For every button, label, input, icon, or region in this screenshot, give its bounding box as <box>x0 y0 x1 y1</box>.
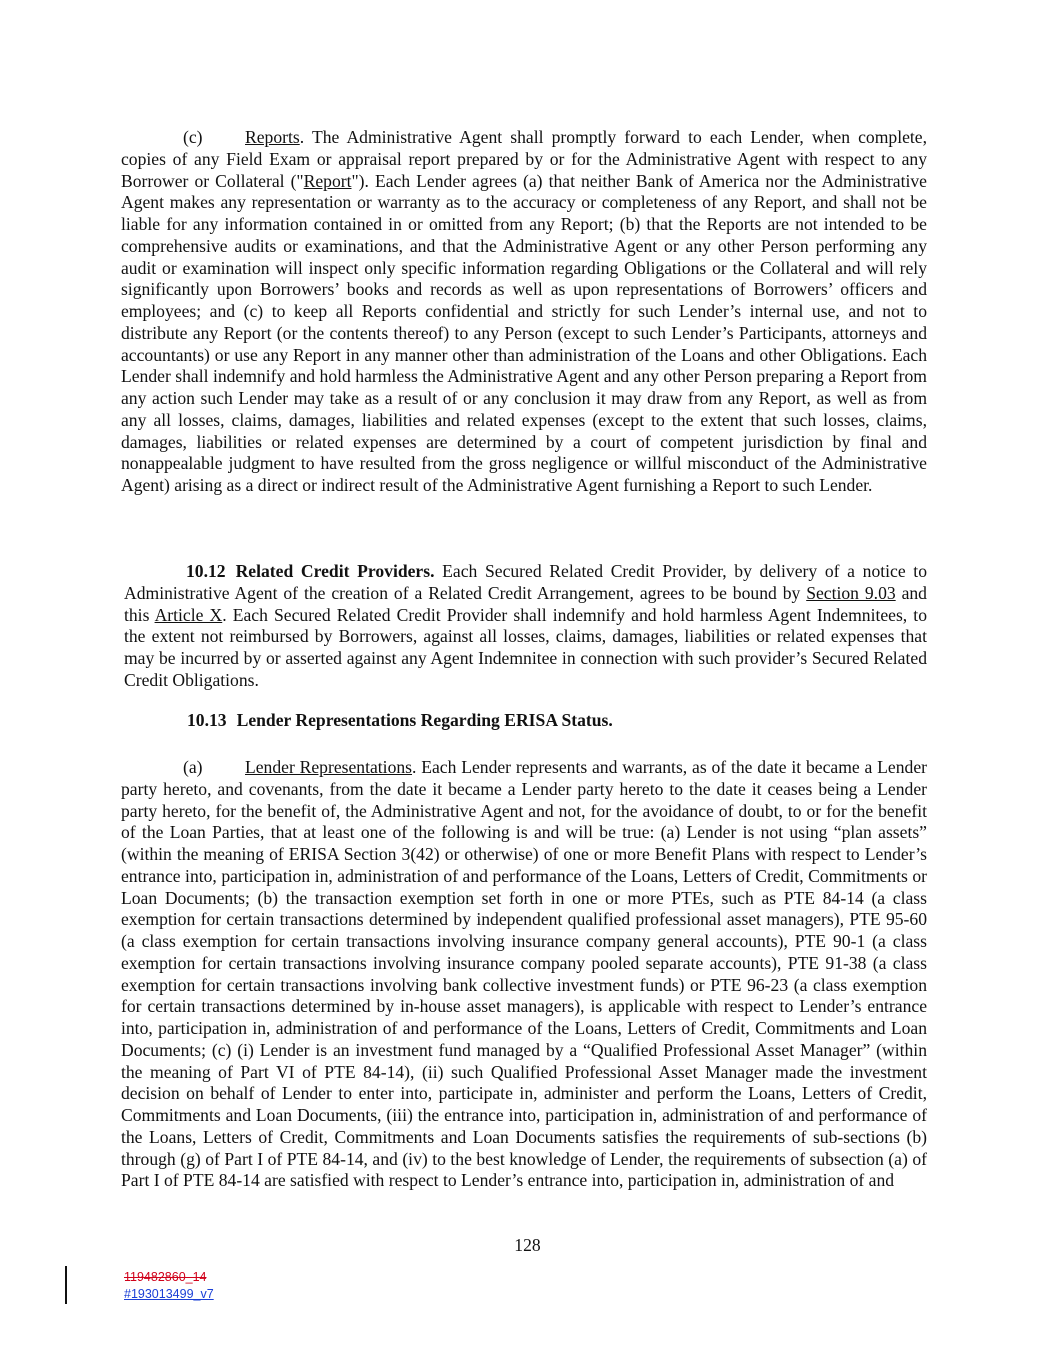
cross-reference: Article X <box>154 604 223 625</box>
section-title: Lender Representations Regarding ERISA Status. <box>236 710 613 730</box>
clause-text: . Each Lender represents and warrants, as of the date it became a Lender party hereto, and covenants, from the date it became a Lender party hereto to the date it ceases being a Lender party hereto, for the benefit of, the Administrative Agent and not, for the avoidance of doubt, to or for the benefit of the Loan Parties, that at least one of the following is and will be true: (a) Lender is not using “plan assets” (within the meaning of ERISA Section 3(42) or otherwise) of one or more Benefit Plans with respect to Lender’s entrance into, participation in, administration of and performance of the Loans, Letters of Credit, Commitments or Loan Documents; (b) the transaction exemption set forth in one or more PTEs, such as PTE 84-14 (a class exemption for certain transactions determined by independent qualified professional asset managers), PTE 95-60 (a class exemption for certain transactions involving insurance company general accounts), PTE 90-1 (a class exemption for certain transactions involving insurance company pooled separate accounts), PTE 91-38 (a class exemption for certain transactions involving bank collective investment funds) or PTE 96-23 (a class exemption for certain transactions determined by in-house asset managers), is applicable with respect to Lender’s entrance into, participation in, administration of and performance of the Loans, Letters of Credit, Commitments and Loan Documents; (c) (i) Lender is an investment fund managed by a “Qualified Professional Asset Manager” (within the meaning of Part VI of PTE 84-14), (ii) such Qualified Professional Asset Manager made the investment decision on behalf of Lender to enter into, participate in, administer and perform the Loans, Letters of Credit, Commitments and Loan Documents, (iii) the entrance into, participation in, administration of and performance of the Loans, Letters of Credit, Commitments and Loan Documents satisfies the requirements of sub-sections (b) through (g) of Part I of PTE 84-14, and (iv) to the best knowledge of Lender, the requirements of subsection (a) of Part I of PTE 84-14 are satisfied with respect to Lender’s entrance into, participation in, administration of and <box>121 757 927 1191</box>
paragraph-a-lender-representations <box>121 757 927 1192</box>
clause-label: (a) <box>183 757 203 777</box>
doc-id-deleted: 119482860_14 <box>124 1270 207 1284</box>
paragraph-c-reports <box>121 127 927 497</box>
section-number: 10.12 <box>186 561 226 581</box>
clause-text: "). Each Lender agrees (a) that neither Bank of America nor the Administrative Agent makes any representation or warranty as to the accuracy or completeness of any Report, and shall not be liable for any information contained in or omitted from any Report; (b) that the Reports are not intended to be comprehensive audits or examinations, and that the Administrative Agent or any other Person performing any audit or examination will inspect only specific information regarding Obligations or the Collateral and will rely significantly upon Borrowers’ books and records as well as upon representations of Borrowers’ officers and employees; and (c) to keep all Reports confidential and strictly for such Lender’s internal use, and not to distribute any Report (or the contents thereof) to any Person (except to such Lender’s Participants, attorneys and accountants) or use any Report in any manner other than administration of the Loans and other Obligations. Each Lender shall indemnify and hold harmless the Administrative Agent and any other Person preparing a Report from any action such Lender may take as a result of or any conclusion it may draw from any Report, as well as from any all losses, claims, damages, liabilities and related expenses (except to the extent that such losses, claims, damages, liabilities or related expenses are determined by a court of competent jurisdiction by final and nonappealable judgment to have resulted from the gross negligence or willful misconduct of the Administrative Agent) arising as a direct or indirect result of the Administrative Agent furnishing a Report to such Lender. <box>121 170 927 495</box>
clause-text: . The Administrative Agent shall promptly forward to each Lender, when complete, copies of any Field Exam or appraisal report prepared by or for the Administrative Agent with respect to any Borrower or Collateral (" <box>121 127 927 191</box>
section-10-12 <box>124 561 927 692</box>
page-number: 128 <box>514 1235 541 1255</box>
section-10-13-heading <box>187 710 927 732</box>
clause-heading: Reports <box>245 127 300 147</box>
section-text: and this <box>124 582 927 625</box>
cross-reference: Section 9.03 <box>806 582 896 603</box>
clause-heading: Lender Representations <box>245 757 413 777</box>
section-text: Each Secured Related Credit Provider, by delivery of a notice to Administrative Agent of the creation of a Related Credit Arrangement, agrees to be bound by <box>124 561 927 603</box>
defined-term: Report <box>303 170 352 191</box>
section-number: 10.13 <box>187 710 227 730</box>
clause-label: (c) <box>183 127 203 147</box>
section-title: Related Credit Providers. <box>235 561 435 581</box>
change-bar <box>65 1266 67 1304</box>
section-text: . Each Secured Related Credit Provider shall indemnify and hold harmless Agent Indemnitees, to the extent not reimbursed by Borrowers, against all losses, claims, damages, liabilities or related expenses that may be incurred by or asserted against any Agent Indemnitee in connection with such provider’s Secured Related Credit Obligations. <box>124 604 927 690</box>
doc-id-inserted: #193013499_v7 <box>124 1287 214 1301</box>
